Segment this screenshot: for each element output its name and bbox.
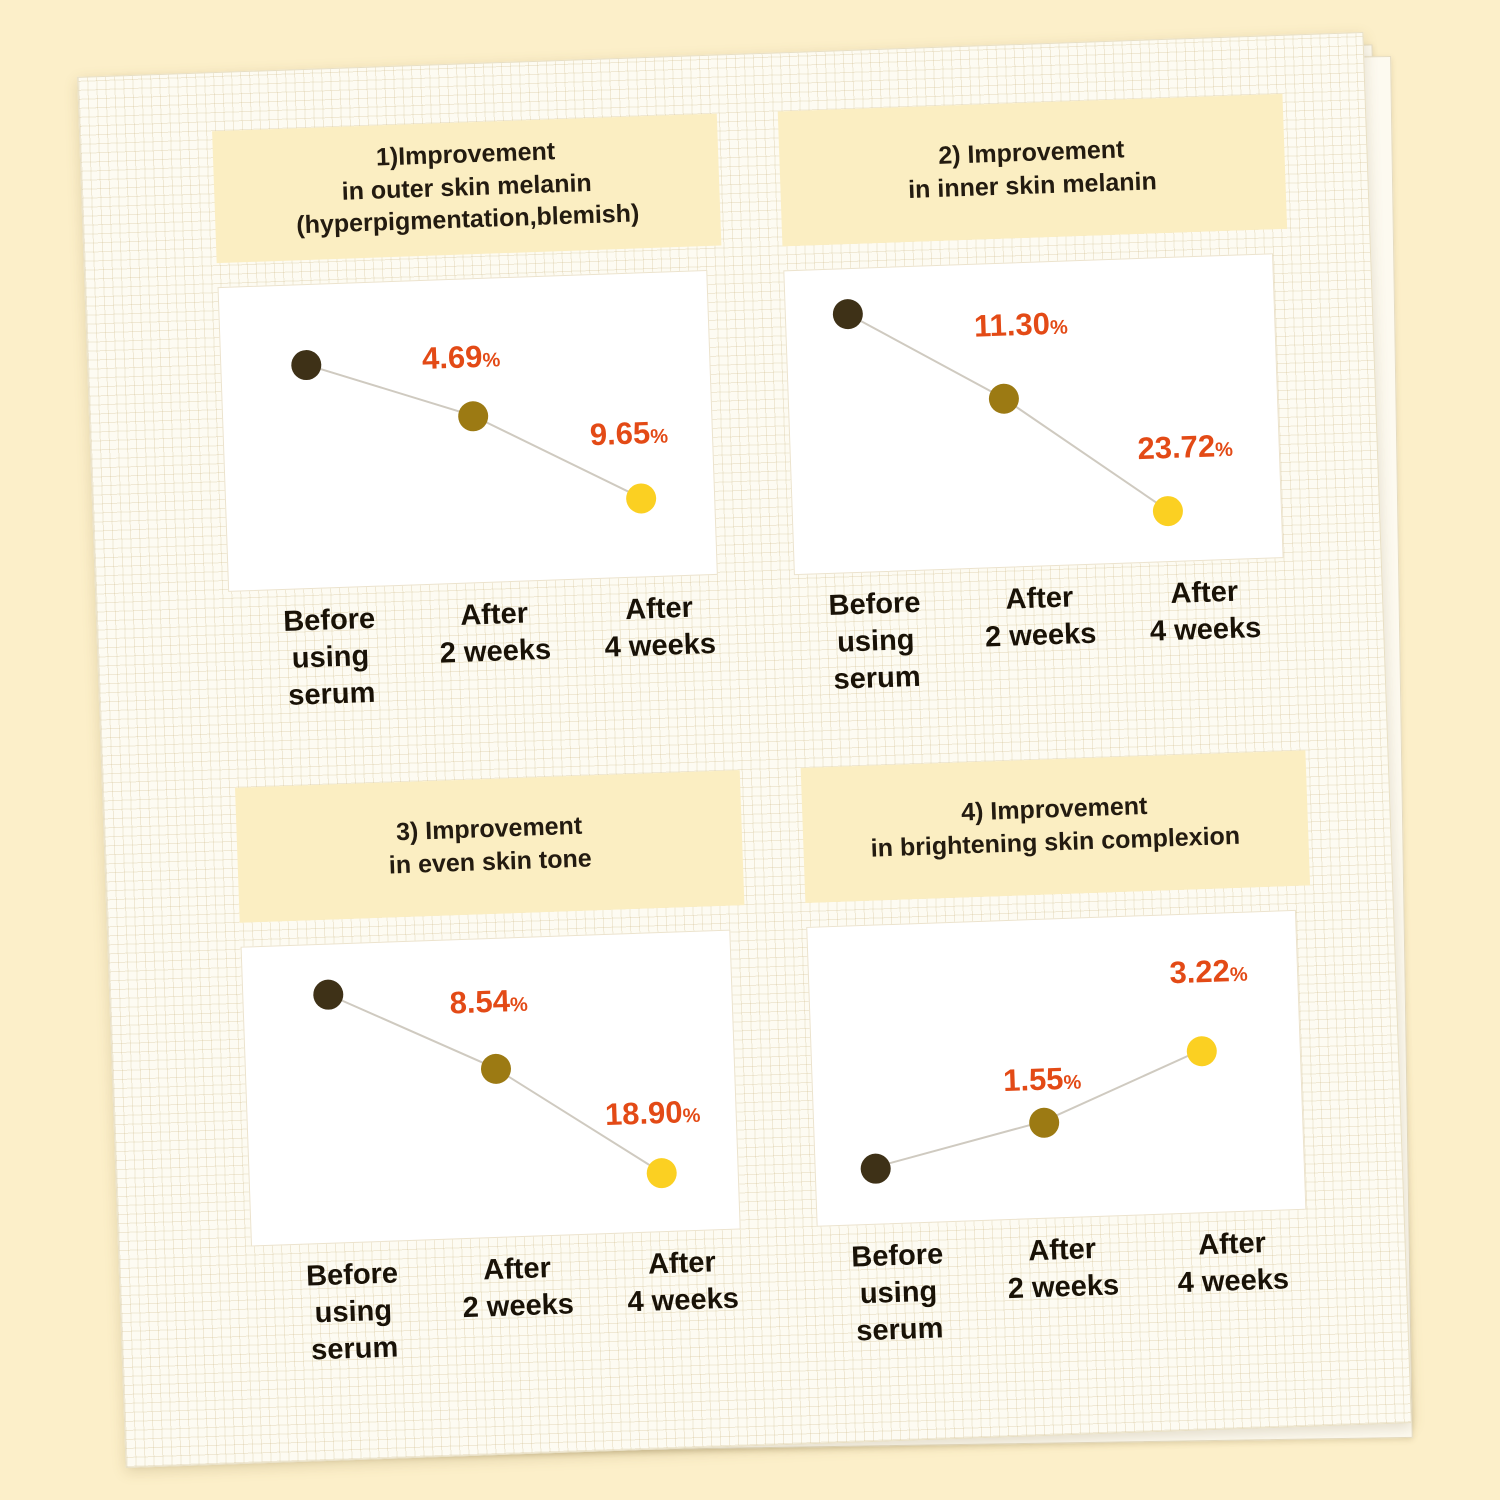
chart-1-xlabel-4weeks-l2: 4 weeks bbox=[604, 627, 717, 664]
chart-panel-1 bbox=[190, 113, 759, 767]
chart-3-xlabel-before-l1: Before bbox=[305, 1257, 399, 1293]
chart-2-value-4weeks bbox=[1137, 428, 1234, 467]
chart-3-percent-sign-b: % bbox=[682, 1104, 701, 1128]
chart-1-xlabel-2weeks bbox=[409, 593, 581, 673]
chart-1-percent-sign-a: % bbox=[482, 348, 501, 372]
chart-1-value-2weeks-number: 4.69 bbox=[421, 338, 483, 376]
chart-4-xlabel-2weeks-l2: 2 weeks bbox=[1007, 1269, 1120, 1306]
chart-1-value-2weeks bbox=[421, 338, 500, 377]
chart-2-percent-sign-b: % bbox=[1214, 438, 1234, 462]
chart-4-xlabel-4weeks bbox=[1146, 1223, 1318, 1303]
chart-2-x-axis-labels bbox=[794, 572, 1303, 710]
chart-2-title bbox=[777, 94, 1286, 247]
chart-1-title-line-3: (hyperpigmentation,blemish) bbox=[295, 199, 640, 240]
chart-3-value-2weeks bbox=[449, 983, 528, 1022]
chart-2-title-line-2: in inner skin melanin bbox=[907, 166, 1158, 204]
chart-4-xlabel-before-l3: serum bbox=[855, 1312, 944, 1348]
chart-1-xlabel-before-l2: using bbox=[291, 639, 370, 675]
chart-2-value-2weeks-number: 11.30 bbox=[973, 306, 1051, 344]
paper-sheet-main bbox=[77, 32, 1412, 1468]
chart-4-value-4weeks-number: 3.22 bbox=[1168, 953, 1231, 991]
chart-4-title-line-1: 4) Improvement bbox=[960, 791, 1148, 827]
chart-3-title bbox=[235, 770, 744, 923]
chart-panel-2 bbox=[777, 92, 1346, 746]
chart-2-xlabel-2weeks-l2: 2 weeks bbox=[984, 617, 1097, 654]
chart-1-title-line-1: 1)Improvement bbox=[375, 137, 556, 172]
chart-3-title-line-2: in even skin tone bbox=[388, 843, 593, 879]
chart-3-percent-sign-a: % bbox=[509, 993, 529, 1017]
chart-3-plot bbox=[241, 930, 741, 1247]
chart-2-line bbox=[784, 254, 1282, 574]
chart-1-title bbox=[212, 114, 721, 263]
chart-1-percent-sign-b: % bbox=[649, 424, 669, 448]
chart-4-xlabel-before-l1: Before bbox=[850, 1238, 944, 1274]
chart-4-percent-sign-b: % bbox=[1229, 963, 1249, 987]
chart-1-value-4weeks bbox=[589, 414, 668, 453]
chart-4-xlabel-before-l2: using bbox=[859, 1275, 938, 1311]
chart-2-value-4weeks-number: 23.72 bbox=[1136, 428, 1216, 467]
chart-3-xlabel-4weeks-l1: After bbox=[647, 1246, 717, 1281]
chart-2-percent-sign-a: % bbox=[1049, 316, 1069, 340]
chart-2-xlabel-2weeks-l1: After bbox=[1005, 581, 1074, 616]
chart-1-xlabel-2weeks-l2: 2 weeks bbox=[439, 633, 552, 670]
chart-2-value-2weeks bbox=[973, 305, 1068, 344]
chart-2-title-line-1: 2) Improvement bbox=[937, 135, 1125, 170]
charts-grid bbox=[78, 33, 1411, 1467]
chart-1-plot bbox=[218, 270, 718, 592]
chart-3-xlabel-before bbox=[272, 1254, 436, 1371]
chart-1-value-4weeks-number: 9.65 bbox=[589, 414, 651, 452]
chart-panel-3 bbox=[213, 769, 782, 1423]
chart-2-xlabel-4weeks bbox=[1119, 572, 1291, 652]
chart-3-line bbox=[242, 931, 740, 1246]
chart-3-xlabel-2weeks-l1: After bbox=[482, 1252, 552, 1287]
chart-2-xlabel-before bbox=[794, 584, 958, 701]
chart-4-xlabel-4weeks-l2: 4 weeks bbox=[1177, 1263, 1290, 1300]
chart-3-value-4weeks-number: 18.90 bbox=[604, 1094, 684, 1133]
chart-3-value-2weeks-number: 8.54 bbox=[448, 983, 511, 1021]
chart-2-xlabel-4weeks-l1: After bbox=[1169, 575, 1239, 611]
chart-1-xlabel-4weeks bbox=[573, 587, 745, 667]
chart-2-xlabel-before-l2: using bbox=[836, 624, 915, 659]
chart-4-xlabel-before bbox=[817, 1235, 981, 1352]
chart-4-value-2weeks-number: 1.55 bbox=[1002, 1061, 1065, 1099]
chart-3-xlabel-4weeks-l2: 4 weeks bbox=[627, 1282, 740, 1319]
chart-3-value-4weeks bbox=[604, 1094, 701, 1133]
chart-4-xlabel-2weeks bbox=[977, 1229, 1149, 1309]
chart-4-percent-sign-a: % bbox=[1063, 1071, 1082, 1095]
chart-1-x-axis-labels bbox=[229, 588, 738, 726]
chart-4-x-axis-labels bbox=[817, 1223, 1326, 1361]
chart-4-plot bbox=[806, 910, 1306, 1227]
chart-1-xlabel-2weeks-l1: After bbox=[459, 596, 529, 632]
chart-4-value-2weeks bbox=[1003, 1060, 1082, 1099]
chart-3-x-axis-labels bbox=[252, 1243, 761, 1381]
chart-4-title-line-2: in brightening skin complexion bbox=[870, 821, 1241, 863]
chart-1-xlabel-before bbox=[249, 599, 413, 716]
chart-3-xlabel-before-l2: using bbox=[314, 1294, 393, 1330]
chart-2-xlabel-before-l1: Before bbox=[828, 586, 921, 622]
chart-2-xlabel-2weeks bbox=[954, 578, 1126, 658]
chart-1-xlabel-4weeks-l1: After bbox=[624, 591, 694, 626]
chart-2-xlabel-before-l3: serum bbox=[833, 661, 922, 697]
chart-4-value-4weeks bbox=[1169, 953, 1248, 992]
chart-3-xlabel-4weeks bbox=[596, 1243, 768, 1323]
chart-4-title bbox=[800, 750, 1309, 903]
chart-panel-4 bbox=[800, 749, 1369, 1403]
chart-2-plot bbox=[783, 253, 1283, 575]
chart-1-xlabel-before-l3: serum bbox=[287, 676, 376, 712]
chart-3-xlabel-before-l3: serum bbox=[310, 1331, 399, 1367]
chart-3-xlabel-2weeks bbox=[431, 1248, 603, 1328]
chart-3-xlabel-2weeks-l2: 2 weeks bbox=[462, 1288, 575, 1325]
chart-3-title-line-1: 3) Improvement bbox=[395, 811, 583, 847]
chart-1-title-line-2: in outer skin melanin bbox=[341, 168, 593, 206]
chart-2-xlabel-4weeks-l2: 4 weeks bbox=[1149, 612, 1262, 648]
chart-4-xlabel-4weeks-l1: After bbox=[1197, 1227, 1267, 1262]
chart-1-xlabel-before-l1: Before bbox=[282, 602, 376, 638]
chart-4-xlabel-2weeks-l1: After bbox=[1027, 1233, 1097, 1268]
